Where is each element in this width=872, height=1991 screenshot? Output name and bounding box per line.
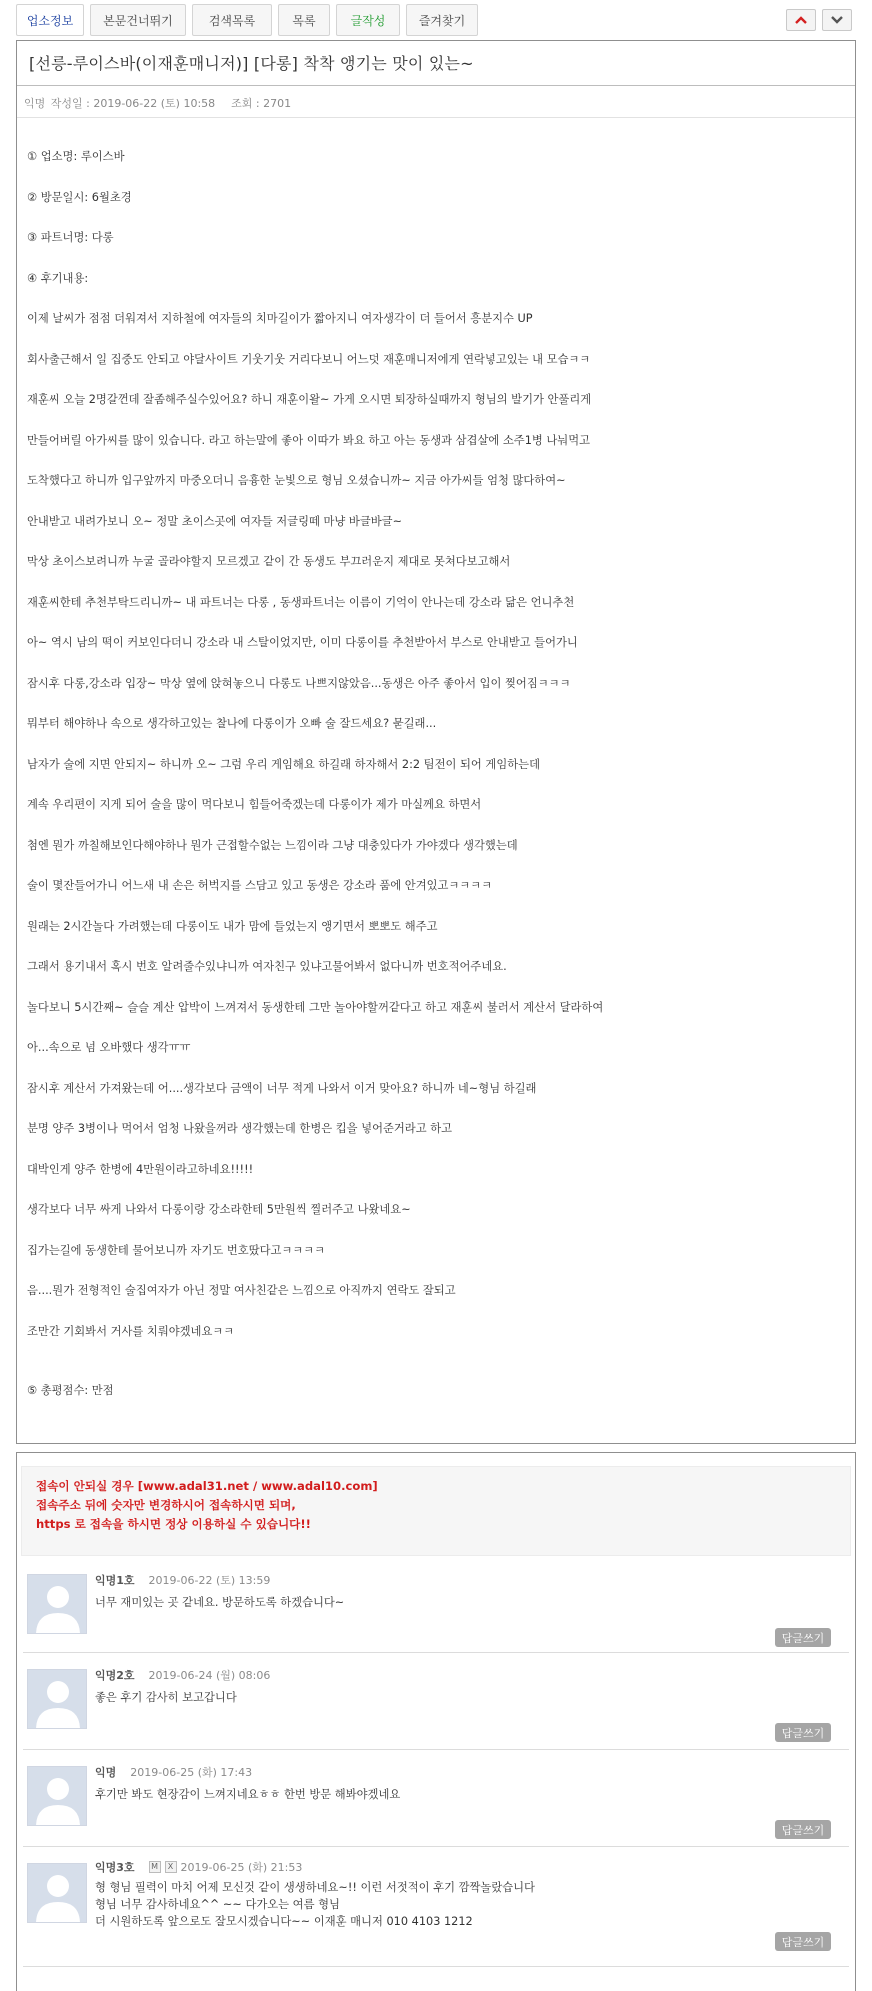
- comment-text: 좋은 후기 감사히 보고갑니다: [95, 1691, 237, 1704]
- post-body-line: 남자가 술에 지면 안되지~ 하니까 오~ 그럼 우리 게임해요 하길래 하자해서 2:2 팀전이 되어 게임하는데: [27, 757, 540, 771]
- comment-date: 2019-06-25 (화) 17:43: [130, 1766, 253, 1779]
- post-body-line: 안내받고 내려가보니 오~ 정말 초이스곳에 여자들 저글링떼 마냥 바글바글~: [27, 514, 403, 528]
- reply-button[interactable]: 답글쓰기: [775, 1820, 831, 1839]
- favorites-button[interactable]: 즐겨찾기: [406, 4, 478, 36]
- post-body-line: 생각보다 너무 싸게 나와서 다롱이랑 강소라한테 5만원씩 찔러주고 나왔네요~: [27, 1203, 411, 1216]
- post-body-line: 음....뭔가 전형적인 술집여자가 아닌 정말 여사친같은 느낌으로 아직까지 연락도 잘되고: [27, 1284, 456, 1297]
- default-user-icon: [28, 1767, 87, 1826]
- chevron-down-icon: [831, 16, 843, 24]
- comment-text: 후기만 봐도 현장감이 느껴지네요ㅎㅎ 한번 방문 해봐야겠네요: [95, 1788, 401, 1801]
- post-body: [17, 118, 855, 1398]
- reply-button[interactable]: 답글쓰기: [775, 1932, 831, 1951]
- post-author: 익명: [24, 97, 46, 110]
- post-date: 작성일 : 2019-06-22 (토) 10:58: [50, 97, 216, 110]
- comment-item: [23, 1847, 849, 1967]
- post-body-line: 술이 몇잔들어가니 어느새 내 손은 허벅지를 스담고 있고 동생은 강소라 품에 안겨있고ㅋㅋㅋㅋ: [27, 879, 493, 892]
- post-body-line: ③ 파트너명: 다롱: [27, 231, 114, 244]
- post-body-line: 이제 날씨가 점점 더워져서 지하철에 여자들의 치마길이가 짧아지니 여자생각이 더 들어서 흥분지수 UP: [27, 312, 533, 325]
- scroll-up-button[interactable]: [786, 9, 816, 31]
- post-body-line: 회사출근해서 일 집중도 안되고 야달사이트 기웃기웃 거리다보니 어느덧 재훈매니저에게 연락넣고있는 내 모습ㅋㅋ: [27, 352, 591, 366]
- post-body-line: 놀다보니 5시간째~ 슬슬 계산 압박이 느껴져서 동생한테 그만 놀아야할꺼같다고 하고 재훈씨 불러서 계산서 달라하여: [27, 1000, 604, 1014]
- default-user-icon: [28, 1670, 87, 1729]
- post-body-line: 계속 우리편이 지게 되어 술을 많이 먹다보니 힘들어죽겠는데 다롱이가 제가 마실께요 하면서: [27, 798, 482, 811]
- post-body-line: 재훈씨 오늘 2명갈껀데 잘좀해주실수있어요? 하니 재훈이왈~ 가게 오시면 퇴장하실때까지 형님의 발기가 안풀리게: [27, 393, 592, 406]
- notice-line: 접속주소 뒤에 숫자만 변경하시어 접속하시면 되며,: [36, 1498, 296, 1512]
- avatar: [27, 1766, 87, 1826]
- post-body-line: 잠시후 계산서 가져왔는데 어....생각보다 금액이 너무 적게 나와서 이거 맞아요? 하니까 네~형님 하길래: [27, 1081, 537, 1095]
- post-body-line: ④ 후기내용:: [27, 271, 89, 285]
- post-body-line: ① 업소명: 루이스바: [27, 150, 125, 163]
- comment-text: [95, 1879, 535, 1930]
- post-body-line: 그래서 용기내서 혹시 번호 알려줄수있냐니까 여자친구 있냐고물어봐서 없다니까 번호적어주네요.: [27, 960, 507, 973]
- list-button[interactable]: 목록: [278, 4, 330, 36]
- comment-author[interactable]: 익명: [95, 1766, 117, 1779]
- access-notice: [21, 1466, 851, 1556]
- post-title: [선릉-루이스바(이재훈매니저)] [다롱] 착착 앵기는 맛이 있는~: [17, 41, 855, 86]
- comment-item: [23, 1556, 849, 1653]
- post-body-line: 집가는길에 동생한테 물어보니까 자기도 번호땄다고ㅋㅋㅋㅋ: [27, 1243, 326, 1257]
- post-body-line: 분명 양주 3병이나 먹어서 엄청 나왔을꺼라 생각했는데 한병은 킵을 넣어준거라고 하고: [27, 1122, 453, 1135]
- comment-text-line: 형 형님 필력이 마치 어제 모신것 같이 생생하네요~!! 이런 서젓적이 후기 깜짝놀랐습니다: [95, 1881, 535, 1894]
- post-body-line: 조만간 기회봐서 거사를 치뤄야겠네요ㅋㅋ: [27, 1324, 235, 1338]
- post-view: [16, 40, 856, 1444]
- post-body-line: 만들어버릴 아가씨를 많이 있습니다. 라고 하는말에 좋아 이따가 봐요 하고 아는 동생과 삼겹살에 소주1병 나눠먹고: [27, 433, 591, 447]
- default-user-icon: [28, 1575, 87, 1634]
- comment-date: 2019-06-24 (월) 08:06: [148, 1669, 271, 1682]
- comment-item: [23, 1653, 849, 1750]
- comments-section: [16, 1452, 856, 1991]
- comment-date: 2019-06-25 (화) 21:53: [180, 1861, 303, 1874]
- post-body-line: ⑤ 총평점수: 만점: [27, 1383, 114, 1397]
- default-user-icon: [28, 1864, 87, 1923]
- post-body-line: 아~ 역시 남의 떡이 커보인다더니 강소라 내 스탈이었지만, 이미 다롱이를 추천받아서 부스로 안내받고 들어가니: [27, 636, 578, 649]
- comment-author[interactable]: 익명3호: [95, 1861, 135, 1874]
- reply-button[interactable]: 답글쓰기: [775, 1628, 831, 1647]
- post-body-line: 뭐부터 해야하나 속으로 생각하고있는 찰나에 다롱이가 오빠 술 잘드세요? 묻길래...: [27, 717, 437, 730]
- post-body-line: ② 방문일시: 6월초경: [27, 190, 132, 204]
- memo-icon[interactable]: M: [149, 1861, 161, 1873]
- comment-item: [23, 1750, 849, 1847]
- avatar: [27, 1669, 87, 1729]
- scroll-down-button[interactable]: [822, 9, 852, 31]
- post-body-line: 잠시후 다롱,강소라 입장~ 막상 옆에 앉혀놓으니 다롱도 나쁘지않았음...동생은 아주 좋아서 입이 찢어짐ㅋㅋㅋ: [27, 676, 571, 690]
- reply-button[interactable]: 답글쓰기: [775, 1723, 831, 1742]
- tab-venue-info[interactable]: 업소정보: [16, 4, 84, 36]
- search-list-button[interactable]: 검색목록: [192, 4, 272, 36]
- comment-text: 너무 재미있는 곳 같네요. 방문하도록 하겠습니다~: [95, 1596, 345, 1609]
- post-body-line: 원래는 2시간놀다 가려했는데 다롱이도 내가 맘에 들었는지 앵기면서 뽀뽀도 해주고: [27, 919, 438, 933]
- post-meta: [17, 86, 855, 118]
- write-post-button[interactable]: 글작성: [336, 4, 400, 36]
- post-body-line: 아...속으로 넘 오바했다 생각ㅠㅠ: [27, 1041, 191, 1054]
- post-body-line: 대박인게 양주 한병에 4만원이라고하네요!!!!!: [27, 1162, 254, 1176]
- post-body-line: 막상 초이스보려니까 누굴 골라야할지 모르겠고 같이 간 동생도 부끄러운지 제대로 못쳐다보고해서: [27, 555, 511, 568]
- post-body-line: 도착했다고 하니까 입구앞까지 마중오더니 음흉한 눈빛으로 형님 오셨습니까~ 지금 아가씨들 엄청 많다하여~: [27, 474, 566, 487]
- notice-line: https 로 접속을 하시면 정상 이용하실 수 있습니다!!: [36, 1517, 311, 1531]
- notice-line: 접속이 안되실 경우 [www.adal31.net / www.adal10.com]: [36, 1479, 378, 1493]
- skip-content-button[interactable]: 본문건너뛰기: [90, 4, 186, 36]
- avatar: [27, 1863, 87, 1923]
- comment-author[interactable]: 익명2호: [95, 1669, 135, 1682]
- chevron-up-icon: [795, 16, 807, 24]
- comment-author[interactable]: 익명1호: [95, 1574, 135, 1587]
- post-views: 조회 : 2701: [231, 97, 292, 110]
- board-toolbar: [16, 4, 856, 36]
- comment-date: 2019-06-22 (토) 13:59: [148, 1574, 271, 1587]
- comment-text-line: 더 시원하도록 앞으로도 잘모시겠습니다~~ 이재훈 매니저 010 4103 1212: [95, 1915, 473, 1928]
- close-icon[interactable]: X: [165, 1861, 177, 1873]
- comment-text-line: 형님 너무 감사하네요^^ ~~ 다가오는 여름 형님: [95, 1898, 340, 1911]
- avatar: [27, 1574, 87, 1634]
- post-body-line: 첨엔 뭔가 까칠해보인다해야하나 뭔가 근접할수없는 느낌이라 그냥 대충있다가 가야겠다 생각했는데: [27, 838, 518, 852]
- post-body-line: 재훈씨한테 추천부탁드리니까~ 내 파트너는 다롱 , 동생파트너는 이름이 기억이 안나는데 강소라 닮은 언니추천: [27, 595, 575, 609]
